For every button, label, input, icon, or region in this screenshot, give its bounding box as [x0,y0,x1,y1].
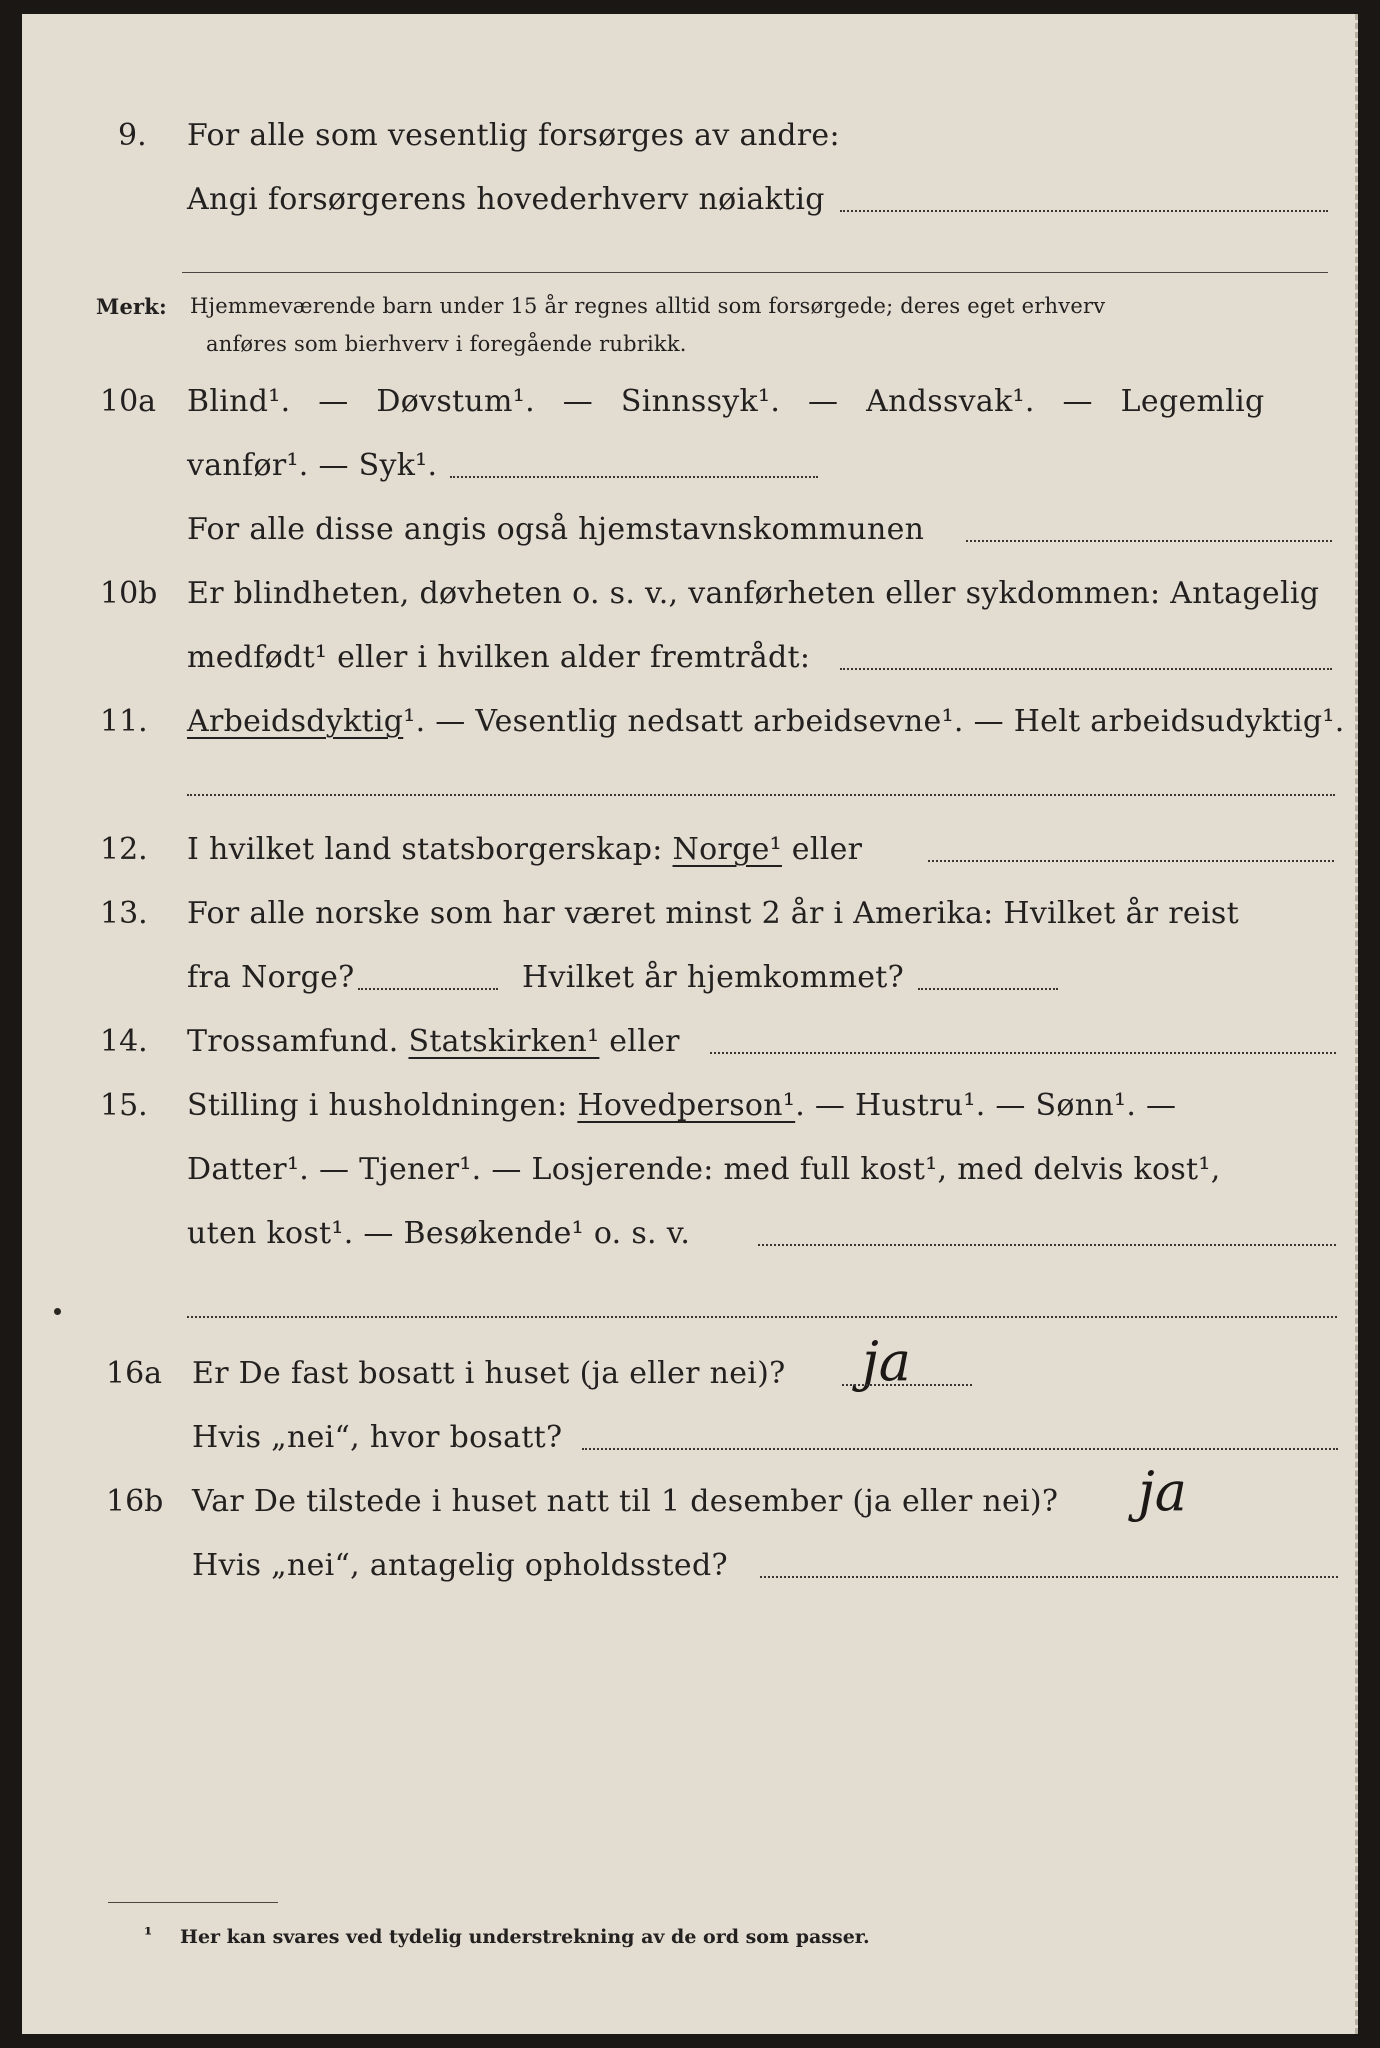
q16a-bosatt-field[interactable] [582,1448,1338,1450]
q16a-handwritten-answer[interactable]: ja [862,1330,911,1393]
q14-number: 14. [100,1024,148,1059]
q16b-number: 16b [106,1484,164,1519]
q12-line [187,832,862,867]
q10b-number: 10b [100,576,158,611]
merk-label: Merk: [96,294,167,319]
q10b-line1: Er blindheten, døvheten o. s. v., vanførheten eller sykdommen: Antagelig [187,576,1320,611]
q15-number: 15. [100,1088,148,1123]
q14-option-statskirken[interactable]: Statskirken¹ [408,1024,600,1059]
q16a-line2: Hvis „nei“, hvor bosatt? [192,1420,563,1455]
q14-pre: Trossamfund. [187,1024,409,1059]
census-form-page [22,14,1358,2034]
q16b-handwritten-answer[interactable]: ja [1138,1460,1187,1523]
q14-post: eller [599,1024,680,1059]
q12-option-norge[interactable]: Norge¹ [672,832,782,867]
q10a-line1: Blind¹. — Døvstum¹. — Sinnssyk¹. — Andssvak¹. — Legemlig [187,384,1265,419]
margin-dot [54,1308,61,1315]
q15-line3: uten kost¹. — Besøkende¹ o. s. v. [187,1216,691,1251]
q15-option-hovedperson[interactable]: Hovedperson¹ [577,1088,796,1123]
q13-reist-field[interactable] [358,988,498,990]
q14-field[interactable] [710,1052,1336,1054]
q16b-line1: Var De tilstede i huset natt til 1 desember (ja eller nei)? [192,1484,1059,1519]
q13-line1: For alle norske som har været minst 2 år i Amerika: Hvilket år reist [187,896,1239,931]
q16b-opholdssted-field[interactable] [760,1576,1338,1578]
q10a-line3: For alle disse angis også hjemstavnskommunen [187,512,925,547]
q9-answer-field[interactable] [840,210,1328,212]
q16b-line2: Hvis „nei“, antagelig opholdssted? [192,1548,728,1583]
q10a-hjemstavn-field[interactable] [966,540,1332,542]
q13-number: 13. [100,896,148,931]
q15-line2: Datter¹. — Tjener¹. — Losjerende: med full kost¹, med delvis kost¹, [187,1152,1221,1187]
footnote-mark: ¹ [144,1924,153,1946]
q13-line2a: fra Norge? [187,960,355,995]
q13-hjemkommet-field[interactable] [918,988,1058,990]
q16a-line1: Er De fast bosatt i huset (ja eller nei)? [192,1356,786,1391]
q12-field[interactable] [928,860,1334,862]
merk-line2: anføres som bierhverv i foregående rubrikk. [206,332,687,356]
merk-line1: Hjemmeværende barn under 15 år regnes alltid som forsørgede; deres eget erhverv [190,294,1106,318]
q16a-field[interactable] [842,1384,972,1386]
q12-number: 12. [100,832,148,867]
q15-field-line2[interactable] [187,1316,1337,1318]
q13-line2b: Hvilket år hjemkommet? [522,960,905,995]
q16a-number: 16a [106,1356,163,1391]
footnote-rule [108,1902,278,1903]
q9-number: 9. [118,118,147,153]
q9-line1: For alle som vesentlig forsørges av andre: [187,118,840,153]
q10b-field[interactable] [840,668,1332,670]
q11-number: 11. [100,704,148,739]
q9-answer-line2[interactable] [182,272,1328,273]
q10a-syk-field[interactable] [450,476,818,478]
q10b-line2: medfødt¹ eller i hvilken alder fremtrådt: [187,640,811,675]
q15-field[interactable] [758,1244,1336,1246]
q14-line [187,1024,680,1059]
q10a-line2: vanfør¹. — Syk¹. [187,448,438,483]
q11-field[interactable] [187,794,1335,796]
q11-line [187,704,1345,739]
q11-rest: ¹. — Vesentlig nedsatt arbeidsevne¹. — Helt arbeidsudyktig¹. [403,704,1345,739]
q15-line1 [187,1088,1176,1123]
q12-pre: I hvilket land statsborgerskap: [187,832,673,867]
footnote-text: Her kan svares ved tydelig understrekning av de ord som passer. [180,1926,870,1948]
q10a-number: 10a [100,384,157,419]
q11-option-arbeidsdyktig[interactable]: Arbeidsdyktig [187,704,404,739]
q15-post: . — Hustru¹. — Sønn¹. — [795,1088,1177,1123]
q9-line2: Angi forsørgerens hovederhverv nøiaktig [187,182,825,217]
q15-pre: Stilling i husholdningen: [187,1088,578,1123]
q12-post: eller [781,832,863,867]
